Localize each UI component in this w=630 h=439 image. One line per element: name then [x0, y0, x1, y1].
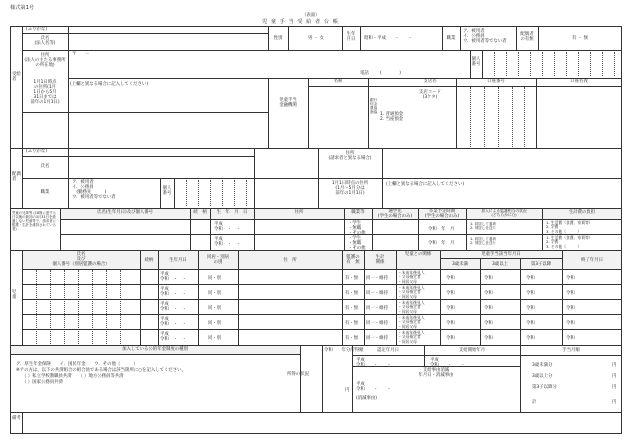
children-b-col-cohabit: 同居・別居 の別 — [207, 255, 229, 266]
children-a-row2-status[interactable]: ・学生 ・無職 ・その他 — [348, 236, 366, 252]
children-a-row2-support[interactable]: 1. 同居して養育 2. 別居し仕送り — [470, 237, 497, 246]
spouse-exists-label: 配偶者 の有無 — [520, 32, 534, 43]
children-a-row1-birth[interactable]: 平成 令和 ・ ・ — [214, 222, 241, 233]
row5-under3[interactable]: 令和 — [446, 336, 455, 341]
account-holder-header: 口座名義 — [570, 79, 588, 84]
children-b-col-under3: 3歳未満 — [452, 262, 468, 267]
recipient-name-field[interactable] — [69, 34, 267, 50]
row3-end[interactable]: 令和 — [566, 306, 575, 311]
spouse-exists-options[interactable]: 有 ・ 無 — [572, 36, 588, 41]
row5-status[interactable]: ・未成年後見人 ・父母指定者 ・同居父母 — [398, 330, 425, 344]
row1-birth[interactable]: 平成 令和 ・ ・ — [160, 272, 187, 283]
row2-status[interactable]: ・未成年後見人 ・父母指定者 ・同居父母 — [398, 285, 425, 299]
monthly-row-total-yen: 円 — [612, 400, 617, 405]
row4-status[interactable]: ・未成年後見人 ・父母指定者 ・同居父母 — [398, 315, 425, 329]
row3-status[interactable]: ・未成年後見人 ・父母指定者 ・同居父母 — [398, 300, 425, 314]
row2-birth[interactable]: 平成 令和 ・ ・ — [160, 287, 187, 298]
row1-under3[interactable]: 令和 — [446, 276, 455, 281]
address-label: 住所 (法人の主たる事務所の所在地) — [24, 53, 66, 69]
row4-end[interactable]: 令和 — [566, 321, 575, 326]
children-a-row1-expense[interactable]: 1. 生活費（食費、家賃等） 2. 学費 3. その他（ ） — [546, 220, 593, 234]
row4-over3[interactable]: 令和 — [484, 321, 493, 326]
approval-date-label: 認定年月日 — [377, 348, 399, 353]
bank-types[interactable]: 銀行 信金 農協 漁協 — [370, 98, 378, 115]
children-a-col-student: 通学先 (学生の場合のみ) — [377, 209, 413, 220]
row1-cohabit[interactable]: 同・別 — [208, 276, 222, 281]
bank-label: 児童手当 金融機関 — [279, 98, 297, 109]
phone-label: 電話 — [360, 71, 369, 76]
row5-birth[interactable]: 平成 令和 ・ ・ — [160, 332, 187, 343]
occupation-options[interactable]: ア．被用者 イ．公務員 ウ．被用者等でない者 — [463, 29, 507, 45]
spouse-address-label: 住所 (請求者と異なる場合) — [328, 151, 372, 162]
children-a-col-name: 氏名(生年月日)及び個人番号 — [96, 210, 154, 215]
children-b-section-label: 児 童 — [12, 290, 21, 301]
approval-date-value[interactable]: 平成 令和 ・ ・ — [356, 358, 392, 369]
row3-livelihood[interactable]: 同一・維持 — [366, 306, 388, 311]
row3-custody[interactable]: 有・無 — [345, 306, 359, 311]
recipient-section-label: 受給者 — [12, 72, 21, 83]
children-a-col-relation: 続 柄 — [193, 210, 207, 215]
children-b-col-eligibility: 児童手当該当年月日 — [481, 252, 521, 257]
children-a-row1-support[interactable]: 1. 同居して養育 2. 別居し仕送り — [470, 222, 497, 231]
monthly-amount-header: 手当月額 — [562, 348, 580, 353]
children-a-col-birth: 生 年 月 日 — [216, 210, 248, 215]
form-number: 様式第1号 — [10, 5, 35, 11]
children-a-col-occupation: 職業等 — [351, 210, 365, 215]
children-a-row2-expense[interactable]: 1. 生活費（食費、家賃等） 2. 学費 3. その他（ ） — [546, 235, 593, 249]
sex-options[interactable]: 男 ・ 女 — [308, 36, 324, 41]
row1-status[interactable]: ・未成年後見人 ・父母指定者 ・同居父母 — [398, 270, 425, 284]
recipient-name-label: 氏名 (法人名等) — [34, 36, 56, 47]
form-title: 児 童 手 当 受 給 者 台 帳 — [262, 19, 339, 25]
row2-third[interactable]: 令和 — [526, 291, 535, 296]
row5-livelihood[interactable]: 同一・維持 — [366, 336, 388, 341]
spouse-occupation-options[interactable]: ア．被用者 イ．公務員 (勤務先 ) ウ．被用者等でない者 — [72, 180, 116, 201]
monthly-row-over3-yen: 円 — [612, 374, 617, 379]
row2-livelihood[interactable]: 同一・維持 — [366, 291, 388, 296]
row4-livelihood[interactable]: 同一・維持 — [366, 321, 388, 326]
children-b-col-third: 第3子以降 — [530, 262, 552, 267]
monthly-row-total: 計 — [532, 400, 537, 405]
payment-start-label: 支給開始年月 — [458, 348, 486, 353]
spouse-jan1-note: (上欄と異なる場合に記入してください) — [386, 182, 465, 187]
postal-prefix: 〒 － — [72, 52, 90, 57]
sex-label: 性別 — [273, 36, 283, 41]
children-a-row2-graduation[interactable]: 令和 年 月 — [428, 241, 455, 246]
row4-third[interactable]: 令和 — [526, 321, 535, 326]
children-a-col-support: 加入による監護相当の状況 (どちらかに○) — [481, 208, 527, 218]
children-b-col-livelihood: 生計 関係 — [375, 255, 385, 266]
row5-custody[interactable]: 有・無 — [345, 336, 359, 341]
children-a-row2-birth[interactable]: 平成 令和 ・ ・ — [214, 237, 241, 248]
occupation-label: 職業 — [446, 36, 456, 41]
row5-over3[interactable]: 令和 — [484, 336, 493, 341]
children-b-col-birth: 生年月日 — [169, 258, 187, 263]
recipient-individual-no-label: 個人 番号 — [471, 57, 481, 68]
row2-custody[interactable]: 有・無 — [345, 291, 359, 296]
spouse-individual-no-label: 個人 番号 — [162, 186, 172, 197]
account-no-header: 口座番号 — [487, 79, 505, 84]
birth-era-options[interactable]: 昭和・平成 ・ ・ — [364, 36, 413, 41]
recipient-furigana-label: (ふりがな) — [26, 27, 47, 32]
row5-third[interactable]: 令和 — [526, 336, 535, 341]
monthly-row-over3: 3歳以上分 — [532, 374, 553, 379]
children-a-section-label: 児童の兄姉等 (18歳に達する日以後の最初の3月31日を経過しない児童等で、請求者に監護・生計を維持されている者) — [12, 211, 57, 231]
children-b-col-relation: 続柄 — [144, 258, 154, 263]
row4-cohabit[interactable]: 同・別 — [208, 321, 222, 326]
spouse-furigana-label: (ふりがな) — [26, 149, 47, 154]
children-a-col-graduation: 卒業予定時期 (学生の場合のみ) — [424, 209, 460, 220]
address-field[interactable] — [69, 58, 469, 72]
birth-label: 生年 月日 — [346, 32, 356, 43]
children-b-col-over3: 3歳以上 — [492, 262, 508, 267]
row2-under3[interactable]: 令和 — [446, 291, 455, 296]
spouse-occupation-label: 職業 — [40, 190, 50, 195]
payment-start-value[interactable]: 平成 令和 ・ ・ — [430, 358, 466, 369]
payment-stop-reason[interactable]: (消滅事由) — [356, 396, 377, 401]
row1-livelihood[interactable]: 同一・維持 — [366, 276, 388, 281]
monthly-row-under3-yen: 円 — [612, 363, 617, 368]
spouse-jan1-label: 1月1日時点の住所 (1月～5月分は 前年の1月1日) — [331, 181, 369, 197]
pension-header: 加入している公的年金制度の種別 — [122, 347, 188, 352]
row3-birth[interactable]: 平成 令和 ・ ・ — [160, 302, 187, 313]
form-side-label: （表面） — [302, 13, 320, 18]
monthly-row-under3: 3歳未満分 — [532, 363, 553, 368]
remarks-field[interactable] — [23, 413, 621, 433]
income-label: 所得の状況 — [287, 372, 309, 377]
children-a-col-expense: 生計費の負担 — [568, 210, 596, 215]
remarks-label: 備考 — [12, 416, 21, 421]
children-b-col-address: 住 所 — [283, 258, 297, 263]
monthly-row-third-yen: 円 — [612, 385, 617, 390]
row1-end[interactable]: 令和 — [566, 276, 575, 281]
payment-stop-label: 支給事由消滅 年月日・消滅事由 — [418, 368, 454, 379]
row3-cohabit[interactable]: 同・別 — [208, 306, 222, 311]
row3-third[interactable]: 令和 — [526, 306, 535, 311]
jan1-address-label: 1月1日時点 の住所(1月 1日から5月 31日までは 前年の1月1日) — [30, 80, 60, 106]
phone-value[interactable]: ( ) — [380, 71, 401, 76]
row4-birth[interactable]: 平成 令和 ・ ・ — [160, 317, 187, 328]
row1-custody[interactable]: 有・無 — [345, 276, 359, 281]
row3-over3[interactable]: 令和 — [484, 306, 493, 311]
pension-sub1[interactable]: （ ）私立学校教職員共済 （ ）地方公務員等共済 — [22, 374, 124, 379]
row1-over3[interactable]: 令和 — [484, 276, 493, 281]
row5-end[interactable]: 令和 — [566, 336, 575, 341]
jan1-address-note: (上欄と異なる場合に記入してください) — [70, 82, 149, 87]
row1-third[interactable]: 令和 — [526, 276, 535, 281]
row2-cohabit[interactable]: 同・別 — [208, 291, 222, 296]
children-b-col-end: 終了年月日 — [581, 258, 603, 263]
children-b-col-custody: 監護の 有 無 — [346, 255, 360, 266]
bank-branch-header: 支店名 — [423, 79, 437, 84]
spouse-section-label: 配偶者 — [12, 172, 21, 183]
payment-stop-date[interactable]: 平成 令和 ・ ・ — [356, 382, 392, 393]
monthly-row-third: 第3子以降分 — [532, 385, 557, 390]
deposit-types[interactable]: 1. 普通預金 2. 当座預金 — [380, 112, 404, 123]
row3-under3[interactable]: 令和 — [446, 306, 455, 311]
row2-end[interactable]: 令和 — [566, 291, 575, 296]
children-a-row1-graduation[interactable]: 令和 年 月 — [428, 227, 455, 232]
row5-cohabit[interactable]: 同・別 — [208, 336, 222, 341]
children-b-col-name: 氏名 及び 個人番号（別居監護の場合） — [52, 252, 110, 268]
children-b-col-status: 児童との関係 — [404, 252, 432, 257]
children-a-col-address: 住所 — [294, 210, 304, 215]
recipient-individual-no-field[interactable] — [482, 50, 622, 78]
income-year-label[interactable]: 令和 年分所得額 — [324, 348, 364, 353]
income-yen: 円 — [345, 388, 350, 393]
row4-under3[interactable]: 令和 — [446, 321, 455, 326]
branch-code-label: 支店コード (3ケタ) — [419, 90, 441, 101]
row4-custody[interactable]: 有・無 — [345, 321, 359, 326]
pension-options[interactable]: ア．厚生年金保険 イ．国民年金 ウ．その他（ ） — [16, 362, 138, 367]
spouse-name-label: 氏名 — [40, 164, 50, 169]
children-a-row1-status[interactable]: ・学生 ・無職 ・その他 — [348, 221, 366, 237]
pension-sub2[interactable]: （ ）国家公務員共済 — [22, 380, 63, 385]
bank-name-header: 名称 — [333, 79, 343, 84]
pension-note: ※アの方は、以下の共済組合の組合員である場合は該当箇所に○を記入してください。 — [16, 368, 186, 373]
row2-over3[interactable]: 令和 — [484, 291, 493, 296]
